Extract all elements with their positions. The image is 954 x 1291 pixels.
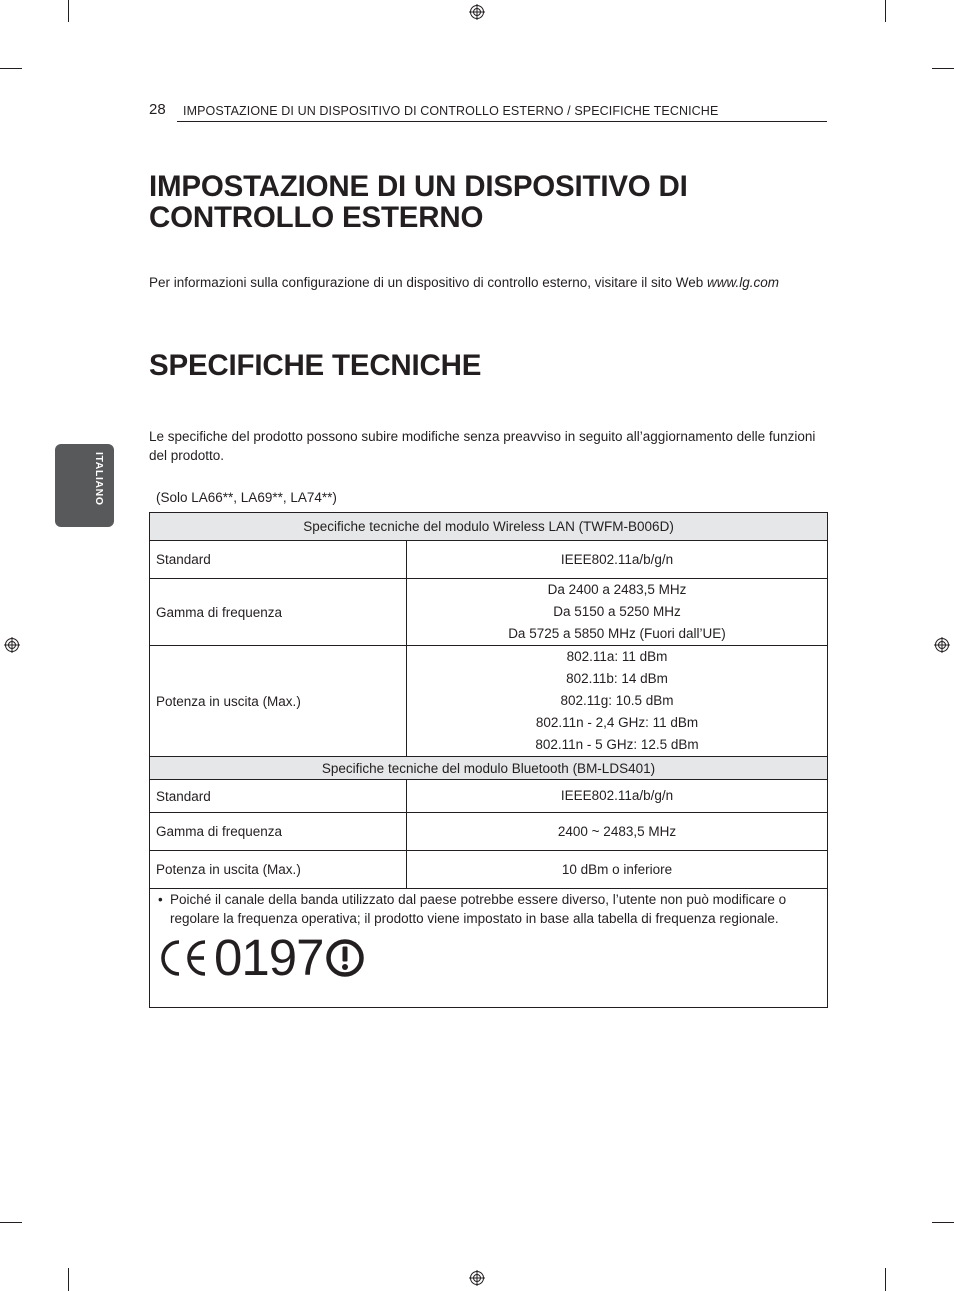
crop-mark bbox=[885, 1268, 886, 1291]
row-value: 2400 ~ 2483,5 MHz bbox=[407, 813, 828, 851]
table-row bbox=[150, 780, 828, 813]
table-row bbox=[150, 813, 828, 851]
footnote bbox=[158, 890, 822, 928]
crop-mark bbox=[68, 1268, 69, 1291]
bluetooth-header: Specifiche tecniche del modulo Bluetooth (BM-LDS401) bbox=[150, 757, 828, 780]
registration-mark-icon bbox=[934, 637, 950, 653]
page-number: 28 bbox=[149, 101, 166, 118]
language-tab bbox=[55, 444, 114, 527]
wlan-header: Specifiche tecniche del modulo Wireless LAN (TWFM-B006D) bbox=[150, 513, 828, 541]
registration-mark-icon bbox=[469, 1270, 485, 1286]
row-label: Standard bbox=[150, 541, 407, 579]
row-label: Potenza in uscita (Max.) bbox=[150, 851, 407, 889]
table-footnote-cell bbox=[150, 889, 828, 1008]
row-label: Potenza in uscita (Max.) bbox=[150, 646, 407, 757]
crop-mark bbox=[0, 1222, 22, 1223]
registration-mark-icon bbox=[4, 637, 20, 653]
ce-marking bbox=[157, 929, 365, 986]
value-line: Da 5150 a 5250 MHz bbox=[553, 604, 681, 619]
alert-sign-icon bbox=[325, 938, 365, 978]
row-value: IEEE802.11a/b/g/n bbox=[407, 780, 828, 813]
crop-mark bbox=[932, 1222, 954, 1223]
header-rule bbox=[177, 121, 827, 122]
language-tab-label: ITALIANO bbox=[93, 452, 105, 506]
website-link: www.lg.com bbox=[707, 275, 780, 290]
bullet: • bbox=[158, 892, 163, 907]
table-row bbox=[150, 541, 828, 579]
row-label: Gamma di frequenza bbox=[150, 813, 407, 851]
value-line: 802.11a: 11 dBm bbox=[566, 649, 668, 664]
value-line: Da 2400 a 2483,5 MHz bbox=[547, 582, 687, 597]
table-row bbox=[150, 851, 828, 889]
crop-mark bbox=[68, 0, 69, 22]
section-intro-text bbox=[149, 273, 839, 292]
row-label: Standard bbox=[150, 780, 407, 813]
value-line: Da 5725 a 5850 MHz (Fuori dall’UE) bbox=[508, 626, 726, 641]
spec-table bbox=[149, 512, 828, 1008]
section-title-specs: SPECIFICHE TECNICHE bbox=[149, 349, 482, 382]
intro-body: Per informazioni sulla configurazione di un dispositivo di controllo esterno, visitare il sito Web bbox=[149, 275, 708, 290]
row-value bbox=[407, 579, 828, 646]
value-line: 802.11n - 2,4 GHz: 11 dBm bbox=[535, 715, 699, 730]
footnote-text: Poiché il canale della banda utilizzato dal paese potrebbe essere diverso, l’utente non può modificare o regolare la frequenza operativa; il prodotto viene impostato in base alla tabella di frequenza regionale. bbox=[170, 892, 787, 926]
table-row bbox=[150, 579, 828, 646]
row-value: 10 dBm o inferiore bbox=[407, 851, 828, 889]
value-line: 802.11n - 5 GHz: 12.5 dBm bbox=[535, 737, 699, 752]
table-row bbox=[150, 646, 828, 757]
ce-mark-icon bbox=[157, 936, 209, 980]
value-line: 802.11b: 14 dBm bbox=[566, 671, 668, 686]
crop-mark bbox=[885, 0, 886, 22]
running-header: IMPOSTAZIONE DI UN DISPOSITIVO DI CONTROLLO ESTERNO / SPECIFICHE TECNICHE bbox=[183, 104, 719, 118]
crop-mark bbox=[932, 68, 954, 69]
crop-mark bbox=[0, 68, 22, 69]
models-note: (Solo LA66**, LA69**, LA74**) bbox=[156, 490, 337, 505]
row-value bbox=[407, 646, 828, 757]
row-label: Gamma di frequenza bbox=[150, 579, 407, 646]
registration-mark-icon bbox=[469, 4, 485, 20]
specs-note: Le specifiche del prodotto possono subire modifiche senza preavviso in seguito all’aggiornamento delle funzioni del prodotto. bbox=[149, 429, 816, 463]
section-title-external-device: IMPOSTAZIONE DI UN DISPOSITIVO DI CONTROLLO ESTERNO bbox=[149, 170, 688, 234]
notified-body-number: 0197 bbox=[214, 929, 324, 986]
value-line: 802.11g: 10.5 dBm bbox=[560, 693, 674, 708]
row-value: IEEE802.11a/b/g/n bbox=[407, 541, 828, 579]
